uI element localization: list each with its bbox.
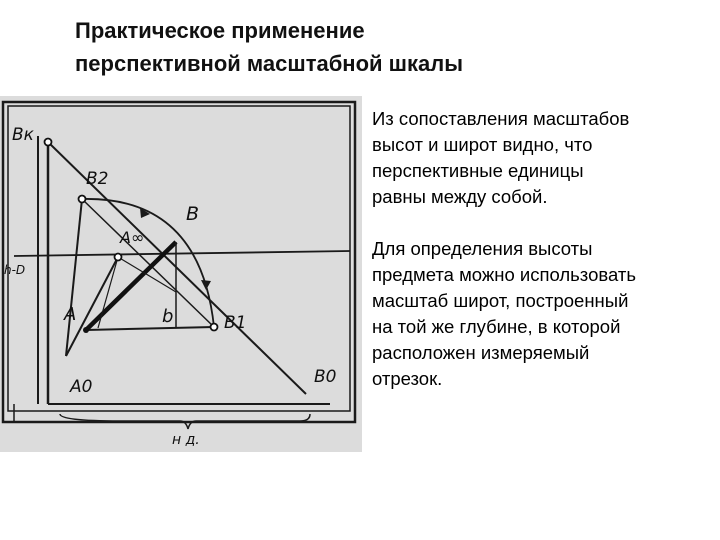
label-bottom: н д.: [172, 432, 200, 448]
point-b2: [79, 196, 86, 203]
slide-title: [75, 14, 635, 80]
label-a0: A0: [70, 377, 93, 397]
label-ainf: A∞: [120, 228, 145, 247]
explanation-text: [372, 106, 718, 418]
point-ainf: [115, 254, 122, 261]
paragraph-1: [372, 106, 718, 210]
label-b1: B1: [224, 313, 247, 333]
horizon-line: [14, 251, 350, 256]
p1-line-3: перспективные единицы: [372, 160, 584, 181]
label-b: B: [186, 203, 200, 225]
point-bk: [45, 139, 52, 146]
arc-arrow-right: [201, 280, 211, 290]
paragraph-2: [372, 236, 718, 392]
title-line-2: перспективной масштабной шкалы: [75, 51, 464, 76]
point-a: [83, 327, 89, 333]
p2-line-5: расположен измеряемый: [372, 342, 590, 363]
label-a: A: [64, 304, 77, 325]
diagram-canvas: [0, 96, 362, 452]
line-a-b1: [86, 327, 214, 330]
p2-line-6: отрезок.: [372, 368, 443, 389]
perspective-scale-diagram: [0, 96, 362, 452]
label-b0: B0: [314, 367, 337, 387]
p2-line-2: предмета можно использовать: [372, 264, 636, 285]
label-b2: B2: [86, 169, 109, 189]
title-line-1: Практическое применение: [75, 18, 365, 43]
p1-line-1: Из сопоставления масштабов: [372, 108, 630, 129]
line-ainf-down: [98, 257, 118, 328]
p2-line-1: Для определения высоты: [372, 238, 593, 259]
point-b1: [211, 324, 218, 331]
label-hd: h-D: [4, 263, 26, 277]
label-b-small: b: [162, 306, 174, 327]
p2-line-3: масштаб широт, построенный: [372, 290, 629, 311]
line-a0-b2: [66, 199, 82, 356]
label-bk: Bк: [12, 125, 34, 145]
p1-line-4: равны между собой.: [372, 186, 548, 207]
p1-line-2: высот и широт видно, что: [372, 134, 593, 155]
p2-line-4: на той же глубине, в которой: [372, 316, 621, 337]
